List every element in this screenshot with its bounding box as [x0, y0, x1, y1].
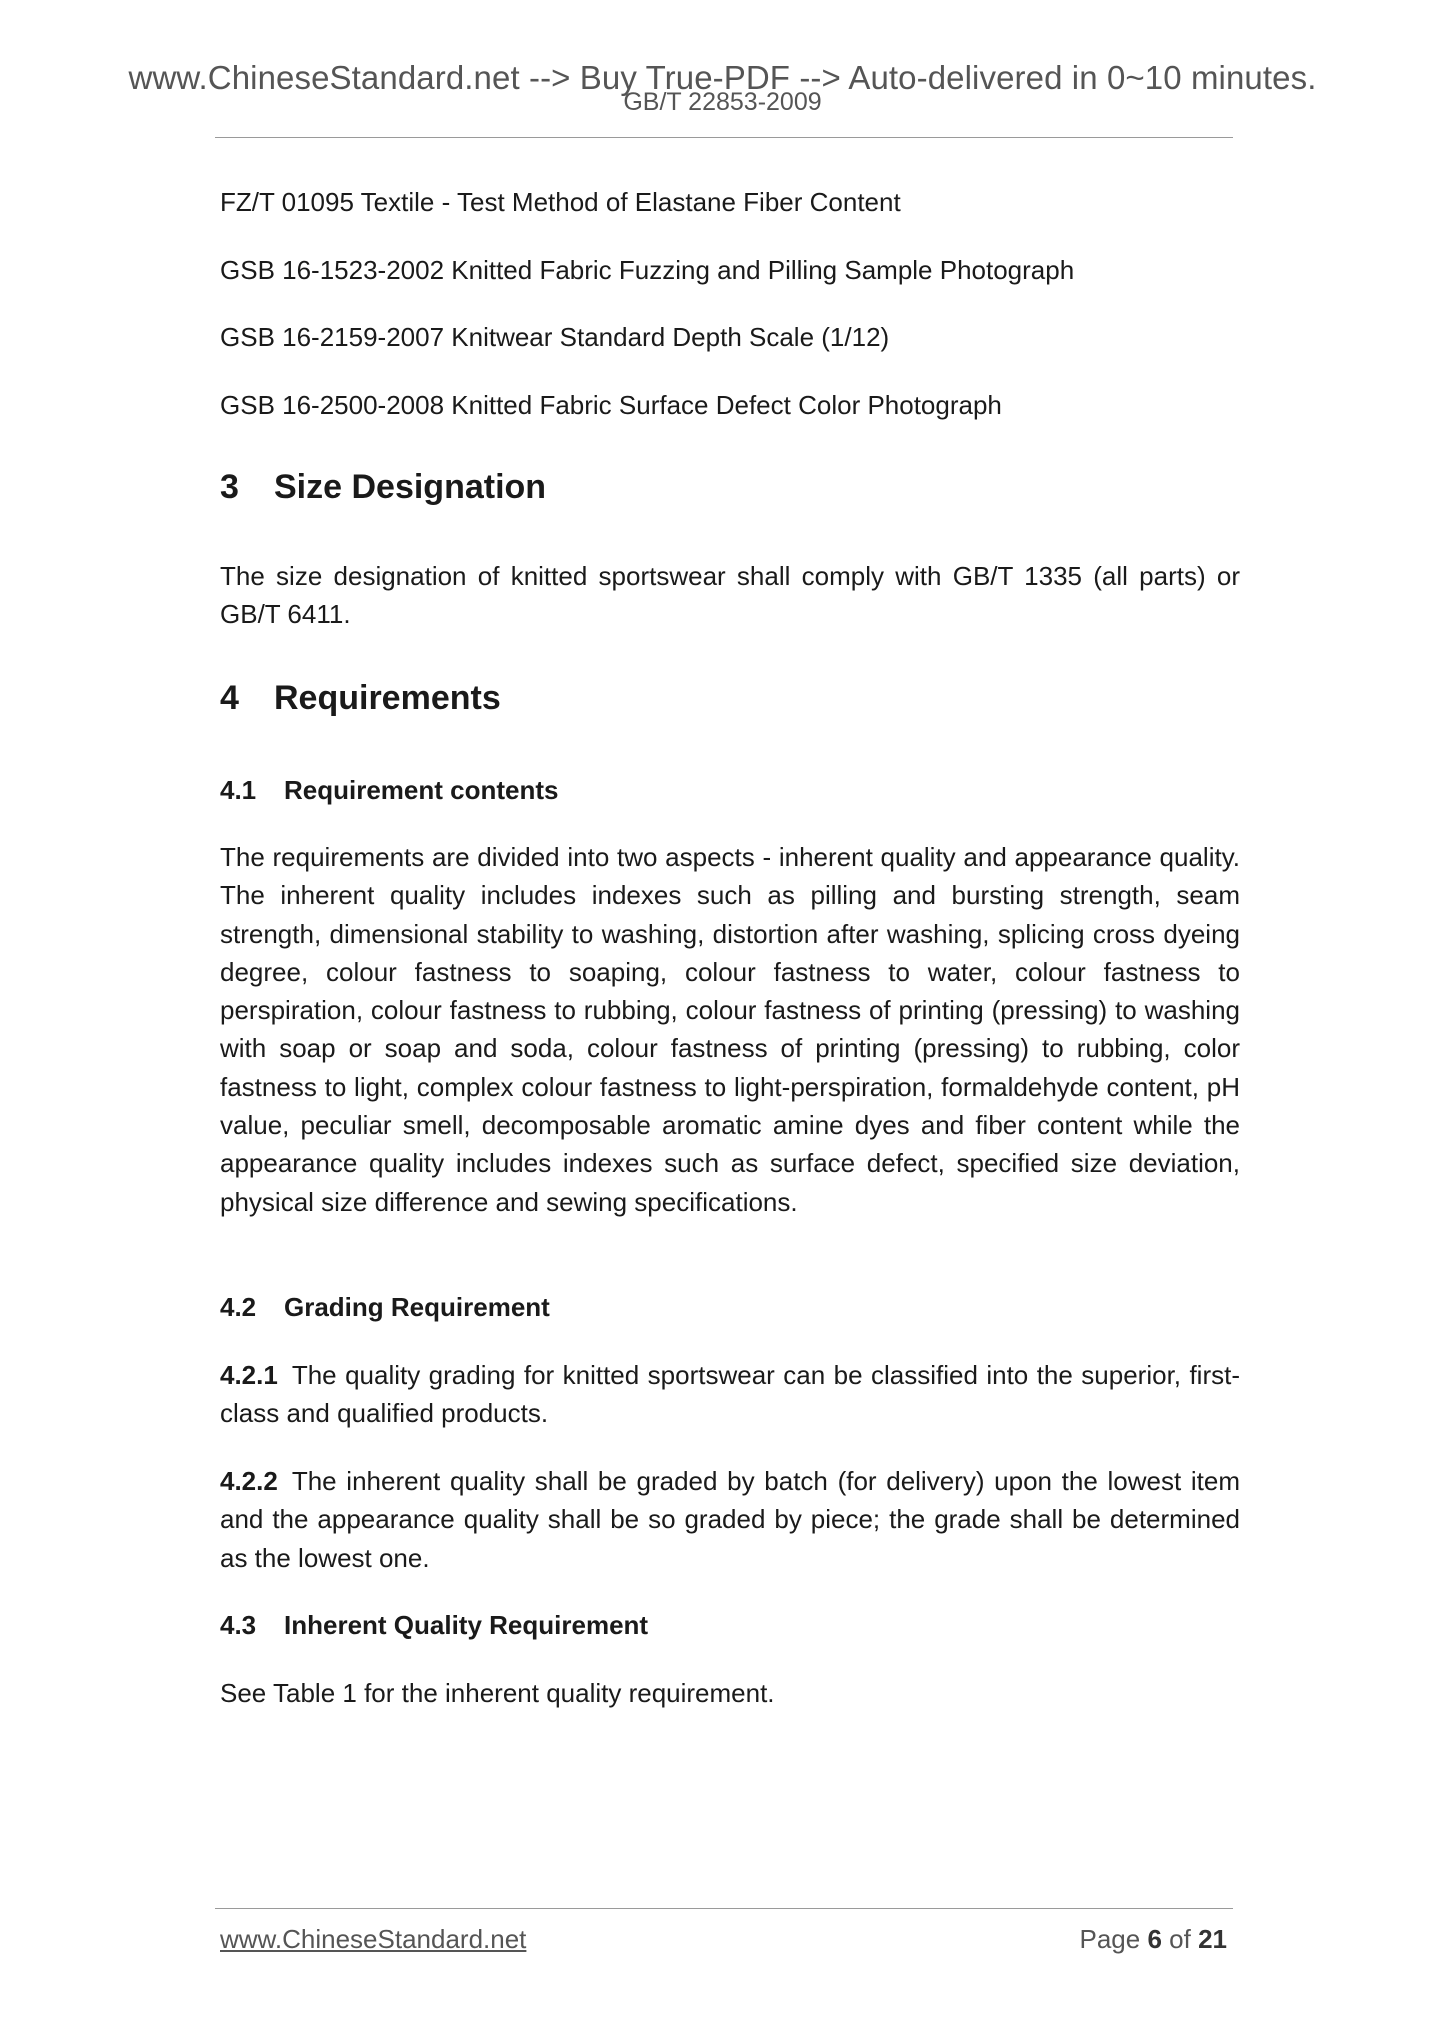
page-total: 21: [1198, 1924, 1227, 1954]
subsection-title: Grading Requirement: [284, 1292, 550, 1322]
page-current: 6: [1147, 1924, 1162, 1954]
subsection-4-1-text: The requirements are divided into two aspects - inherent quality and appearance quality. The inherent quality includes indexes such as pilling and bursting strength, seam strength, dimensional stability to washing, distortion after washing, splicing cross dyeing degree, colour fastness to soaping, colour fastness to water, colour fastness to perspiration, colour fastness to rubbing, colour fastness of printing (pressing) to washing with soap or soap and soda, colour fastness of printing (pressing) to rubbing, color fastness to light, complex colour fastness to light-perspiration, formaldehyde content, pH value, peculiar smell, decomposable aromatic amine dyes and fiber content while the appearance quality includes indexes such as surface defect, specified size deviation, physical size difference and sewing specifications.: [220, 842, 1240, 1217]
reference-item: GSB 16-2159-2007 Knitwear Standard Depth Scale (1/12): [220, 322, 890, 352]
subsection-title: Requirement contents: [284, 775, 559, 805]
page-number: [1079, 1922, 1227, 1956]
page-prefix: Page: [1079, 1924, 1141, 1954]
clause-number: 4.2.2: [220, 1466, 278, 1496]
subsection-number: 4.3: [220, 1610, 257, 1640]
subsection-4-3-text: See Table 1 for the inherent quality requirement.: [220, 1678, 775, 1708]
section-3-heading: [220, 468, 546, 506]
footer-site-link[interactable]: www.ChineseStandard.net: [220, 1924, 527, 1954]
section-4-heading: [220, 679, 501, 717]
subsection-4-3-heading: [220, 1606, 648, 1644]
section-3-text: The size designation of knitted sportswear shall comply with GB/T 1335 (all parts) or GB/T 6411.: [220, 561, 1240, 630]
subsection-4-1-heading: [220, 771, 559, 809]
clause-text: The quality grading for knitted sportswear can be classified into the superior, first-class and qualified products.: [220, 1360, 1240, 1429]
page-of: of: [1169, 1924, 1191, 1954]
reference-item: FZ/T 01095 Textile - Test Method of Elastane Fiber Content: [220, 187, 901, 217]
subsection-number: 4.1: [220, 775, 257, 805]
reference-item: GSB 16-1523-2002 Knitted Fabric Fuzzing and Pilling Sample Photograph: [220, 255, 1075, 285]
clause-number: 4.2.1: [220, 1360, 278, 1390]
subsection-number: 4.2: [220, 1292, 257, 1322]
subsection-title: Inherent Quality Requirement: [284, 1610, 649, 1640]
footer-divider: [215, 1908, 1233, 1909]
section-number: 4: [220, 679, 239, 717]
site-banner: www.ChineseStandard.net --> Buy True-PDF --> Auto-delivered in 0~10 minutes.: [128, 59, 1317, 96]
document-code: GB/T 22853-2009: [623, 88, 822, 116]
header-divider: [215, 137, 1233, 138]
clause-4-2-2: [220, 1462, 1240, 1577]
clause-4-2-1: [220, 1356, 1240, 1433]
section-title: Size Designation: [274, 468, 547, 506]
subsection-4-2-heading: [220, 1288, 550, 1326]
section-title: Requirements: [274, 679, 501, 717]
section-number: 3: [220, 468, 239, 506]
reference-item: GSB 16-2500-2008 Knitted Fabric Surface Defect Color Photograph: [220, 390, 1002, 420]
clause-text: The inherent quality shall be graded by batch (for delivery) upon the lowest item and the appearance quality shall be so graded by piece; the grade shall be determined as the lowest one.: [220, 1466, 1240, 1573]
